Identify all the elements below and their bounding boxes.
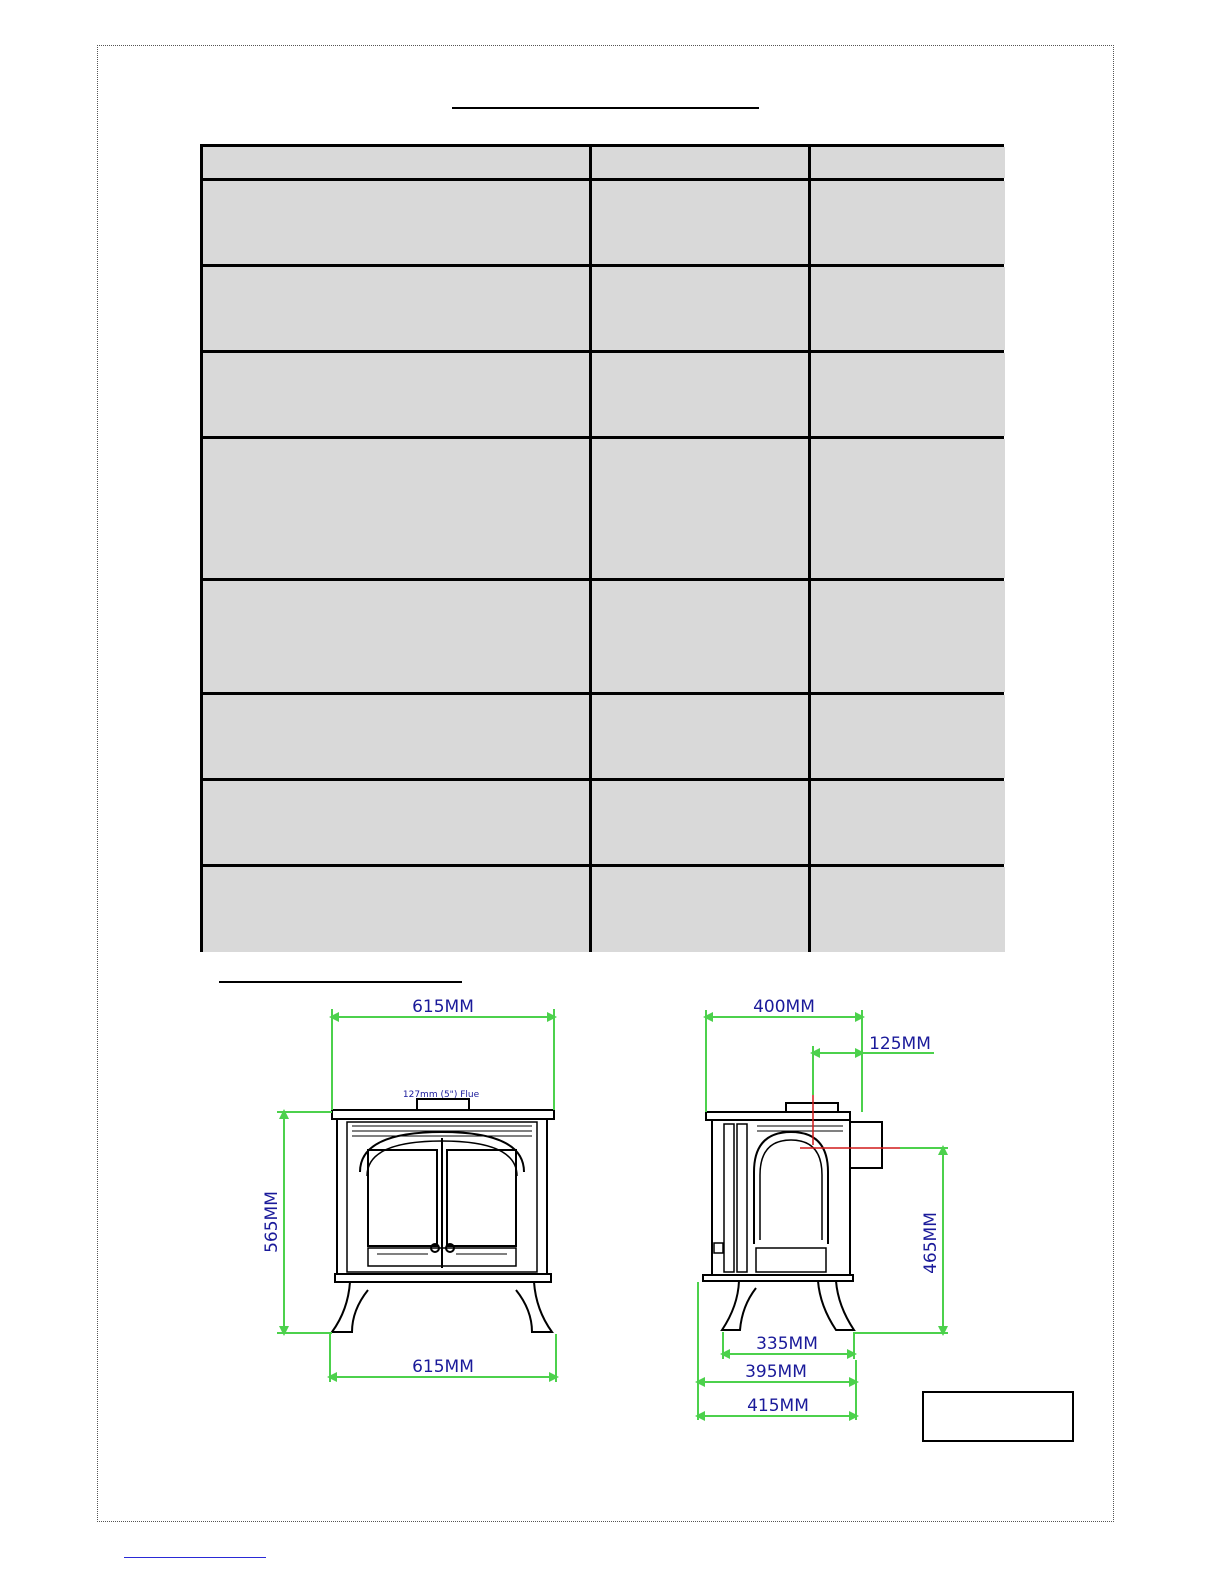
model-reference-box [922, 1391, 1074, 1442]
side-base-depth-label: 395MM [745, 1362, 807, 1382]
front-dimension-lines [277, 1009, 556, 1382]
front-height-label: 565MM [262, 1191, 282, 1253]
side-top-depth-label: 400MM [753, 997, 815, 1017]
side-view-stove [703, 1103, 882, 1330]
side-flue-height-label: 465MM [921, 1212, 941, 1274]
front-view-stove [332, 1099, 554, 1332]
flue-note-label: 127mm (5") Flue [402, 1090, 480, 1100]
side-dimension-lines [698, 1010, 948, 1420]
footer-link-underline [124, 1557, 266, 1558]
side-flue-offset-label: 125MM [869, 1034, 931, 1054]
front-top-width-label: 615MM [412, 997, 474, 1017]
side-leg-span-label: 335MM [756, 1334, 818, 1354]
front-bottom-width-label: 615MM [412, 1357, 474, 1377]
side-overall-depth-label: 415MM [747, 1396, 809, 1416]
